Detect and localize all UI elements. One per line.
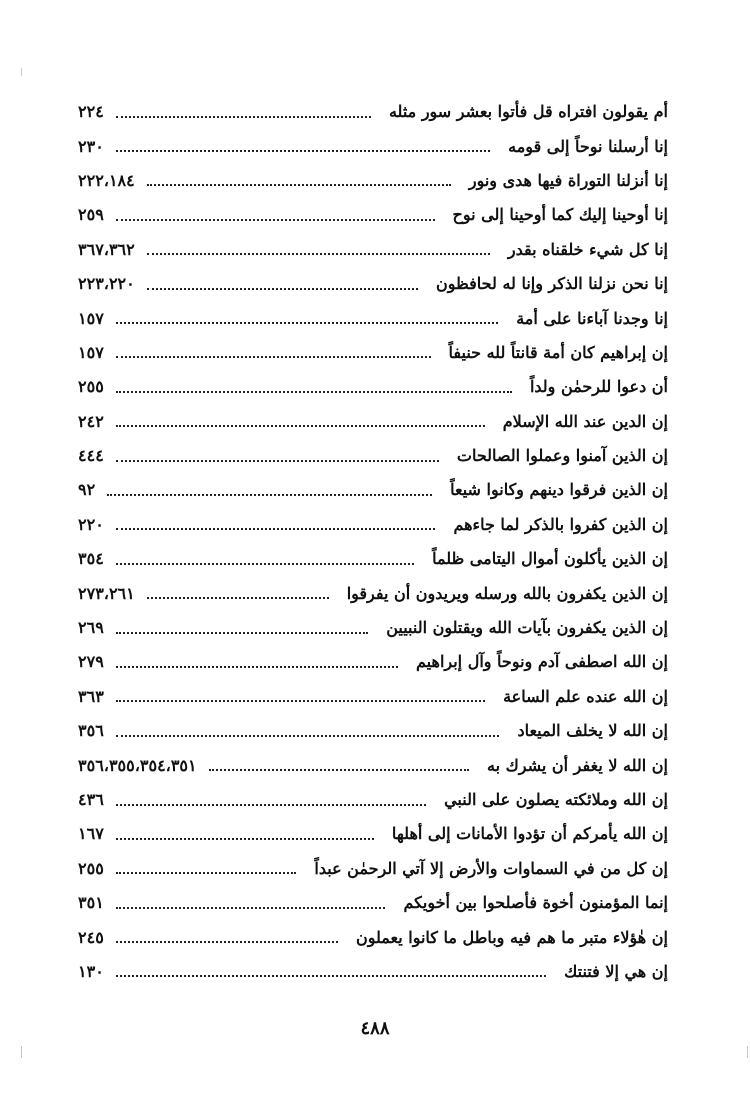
- index-entry: [78, 267, 668, 301]
- index-entry: [78, 473, 668, 507]
- dot-leader: [116, 974, 546, 977]
- entry-text: أم يقولون افتراه قل فأتوا بعشر سور مثله: [388, 102, 668, 122]
- entry-text: إن هي إلا فتنتك: [564, 961, 668, 981]
- page-number: ٤٨٨: [360, 1018, 390, 1039]
- index-entry: [78, 508, 668, 542]
- dot-leader: [116, 527, 436, 530]
- dot-leader: [116, 562, 414, 565]
- dot-leader: [116, 115, 371, 118]
- crop-mark-bottom-right: [747, 1046, 748, 1058]
- entry-text: إنا أنزلنا التوراة فيها هدى ونور: [468, 170, 668, 190]
- dot-leader: [209, 768, 469, 771]
- dot-leader: [147, 252, 490, 255]
- entry-page-numbers: ٢٧٩: [78, 652, 104, 672]
- dot-leader: [147, 596, 329, 599]
- entry-page-numbers: ١٥٧: [78, 342, 104, 362]
- entry-text: إنما المؤمنون أخوة فأصلحوا بين أخويكم: [403, 893, 668, 913]
- entry-page-numbers: ٢٣٠: [78, 136, 104, 156]
- dot-leader: [147, 287, 418, 290]
- dot-leader: [116, 218, 435, 221]
- dot-leader: [116, 149, 490, 152]
- entry-page-numbers: ٢٦٩: [78, 618, 104, 638]
- entry-page-numbers: ١٥٧: [78, 308, 104, 328]
- entry-text: إن الله لا يغفر أن يشرك به: [487, 755, 668, 775]
- crop-mark-top-left: [21, 68, 22, 76]
- entry-page-numbers: ٤٤٤: [78, 446, 104, 466]
- dot-leader: [107, 493, 432, 496]
- index-entry: [78, 783, 668, 817]
- index-entry: [78, 198, 668, 232]
- index-entry: [78, 405, 668, 439]
- index-entry: [78, 817, 668, 851]
- entry-text: إن الذين آمنوا وعملوا الصالحات: [456, 446, 668, 466]
- dot-leader: [116, 803, 426, 806]
- index-entry: [78, 680, 668, 714]
- entry-page-numbers: ٣٥١: [78, 893, 104, 913]
- entry-page-numbers: ٣٥٦: [78, 721, 104, 741]
- dot-leader: [116, 459, 439, 462]
- index-entry: [78, 301, 668, 335]
- entry-text: إن الذين يكفرون بالله ورسله ويريدون أن يفرقوا: [346, 583, 668, 603]
- entry-page-numbers: ٢٤٥: [78, 927, 104, 947]
- index-entry: [78, 542, 668, 576]
- index-entry: [78, 611, 668, 645]
- index-entry: [78, 920, 668, 954]
- entry-page-numbers: ١٣٠: [78, 961, 104, 981]
- dot-leader: [116, 390, 512, 393]
- dot-leader: [116, 631, 368, 634]
- dot-leader: [116, 321, 498, 324]
- dot-leader: [116, 665, 398, 668]
- entry-text: إن الذين يأكلون أموال اليتامى ظلماً: [432, 549, 668, 569]
- entry-page-numbers: ٩٢: [78, 480, 96, 500]
- entry-page-numbers: ٢٧٣،٢٦١: [78, 583, 135, 603]
- entry-text: إن الله لا يخلف الميعاد: [517, 721, 668, 741]
- entry-page-numbers: ٢٤٢: [78, 411, 104, 431]
- entry-page-numbers: ١٦٧: [78, 824, 104, 844]
- entry-text: إنا أرسلنا نوحاً إلى قومه: [508, 136, 668, 156]
- entry-page-numbers: ٢٥٥: [78, 858, 104, 878]
- index-entry: [78, 886, 668, 920]
- entry-page-numbers: ٣٥٤: [78, 549, 104, 569]
- entry-page-numbers: ٣٥٦،٣٥٥،٣٥٤،٣٥١: [78, 755, 197, 775]
- dot-leader: [116, 837, 374, 840]
- crop-mark-bottom-left: [21, 1046, 22, 1058]
- verse-index-list: [78, 95, 668, 989]
- entry-text: أن دعوا للرحمٰن ولداً: [529, 377, 668, 397]
- entry-text: إنا أوحينا إليك كما أوحينا إلى نوح: [452, 205, 668, 225]
- index-entry: [78, 852, 668, 886]
- entry-page-numbers: ٢٥٩: [78, 205, 104, 225]
- entry-text: إنا نحن نزلنا الذكر وإنا له لحافظون: [436, 274, 668, 294]
- entry-page-numbers: ٤٣٦: [78, 790, 104, 809]
- entry-text: إن الله عنده علم الساعة: [503, 686, 668, 706]
- dot-leader: [116, 424, 485, 427]
- index-entry: [78, 129, 668, 163]
- dot-leader: [116, 871, 297, 874]
- entry-text: إن كل من في السماوات والأرض إلا آتي الرحمٰن عبداً: [314, 858, 668, 878]
- index-entry: [78, 164, 668, 198]
- entry-page-numbers: ٢٢٠: [78, 514, 104, 534]
- entry-text: إن إبراهيم كان أمة قانتاً لله حنيفاً: [448, 342, 668, 362]
- entry-text: إن هٰؤلاء متبر ما هم فيه وباطل ما كانوا يعملون: [355, 927, 668, 947]
- index-entry: [78, 576, 668, 610]
- index-entry: [78, 645, 668, 679]
- entry-text: إن الذين فرقوا دينهم وكانوا شيعاً: [450, 480, 668, 500]
- dot-leader: [116, 734, 500, 737]
- index-entry: [78, 370, 668, 404]
- dot-leader: [147, 183, 451, 186]
- entry-page-numbers: ٢٥٥: [78, 377, 104, 397]
- index-entry: [78, 336, 668, 370]
- entry-text: إن الله يأمركم أن تؤدوا الأمانات إلى أهلها: [391, 824, 668, 844]
- entry-text: إن الذين كفروا بالذكر لما جاءهم: [453, 514, 668, 534]
- index-entry: [78, 714, 668, 748]
- index-entry: [78, 439, 668, 473]
- dot-leader: [116, 906, 386, 909]
- entry-text: إنا كل شيء خلقناه بقدر: [507, 239, 668, 259]
- entry-text: إن الله وملائكته يصلون على النبي: [444, 790, 668, 809]
- entry-page-numbers: ٢٢٢،١٨٤: [78, 170, 135, 190]
- dot-leader: [116, 699, 485, 702]
- entry-text: إن الذين يكفرون بآيات الله ويقتلون النبيين: [386, 618, 668, 638]
- index-entry: [78, 233, 668, 267]
- index-entry: [78, 748, 668, 782]
- index-entry: [78, 95, 668, 129]
- entry-page-numbers: ٢٢٣،٢٢٠: [78, 274, 135, 294]
- entry-page-numbers: ٢٢٤: [78, 102, 104, 122]
- entry-page-numbers: ٣٦٣: [78, 686, 104, 706]
- entry-page-numbers: ٣٦٧،٣٦٢: [78, 239, 135, 259]
- entry-text: إنا وجدنا آباءنا على أمة: [516, 308, 668, 328]
- dot-leader: [116, 940, 338, 943]
- entry-text: إن الدين عند الله الإسلام: [502, 411, 668, 431]
- entry-text: إن الله اصطفى آدم ونوحاً وآل إبراهيم: [416, 652, 668, 672]
- index-entry: [78, 955, 668, 989]
- dot-leader: [116, 355, 431, 358]
